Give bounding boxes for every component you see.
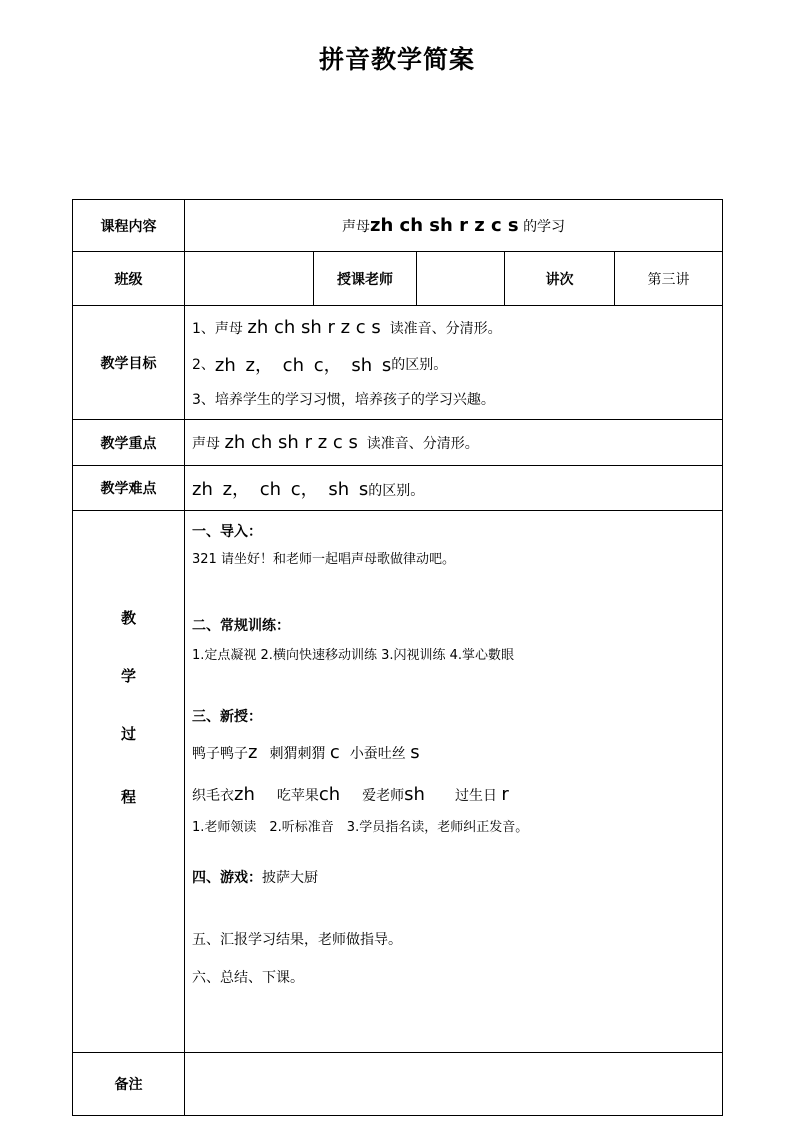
goal-2-suffix: 的区别。 xyxy=(391,356,448,373)
process-label-char: 教 xyxy=(120,609,136,627)
section-6: 六、总结、下课。 xyxy=(192,970,304,986)
course-letters: zh ch sh r z c s xyxy=(369,215,519,236)
new-letter-item xyxy=(350,742,420,763)
new-letter: ch xyxy=(318,783,341,805)
goals-label: 教学目标 xyxy=(73,306,185,420)
session-value: 第三讲 xyxy=(615,252,723,306)
course-label: 课程内容 xyxy=(73,200,185,252)
new-letter-text: 爱老师 xyxy=(362,787,405,804)
course-content xyxy=(185,200,723,252)
section-3-title: 三、新授： xyxy=(192,709,262,725)
process-label-char: 过 xyxy=(120,725,136,743)
process-label-char: 学 xyxy=(120,667,136,685)
notes-label: 备注 xyxy=(73,1053,185,1116)
course-prefix: 声母 xyxy=(341,219,370,235)
goal-2 xyxy=(192,345,722,383)
goals-row xyxy=(73,306,723,420)
new-letter: zh xyxy=(234,783,255,805)
goal-1-prefix: 声母 xyxy=(214,320,243,337)
goal-1-suffix: 读准音、分清形。 xyxy=(389,320,502,337)
section-1-title: 一、导入： xyxy=(192,524,262,540)
difficulty-label: 教学难点 xyxy=(73,466,185,511)
key-points-letters: zh ch sh r z c s xyxy=(224,432,358,453)
goal-1-letters: zh ch sh r z c s xyxy=(247,317,381,338)
section-4-title: 四、游戏： xyxy=(192,870,262,886)
process-label-char: 程 xyxy=(120,788,136,806)
new-letter-item xyxy=(192,784,255,805)
process-label xyxy=(73,511,185,1053)
section-2-title: 二、常规训练： xyxy=(192,618,290,634)
new-letter-text: 织毛衣 xyxy=(192,787,234,804)
goal-2-letters: zh z， ch c， sh s xyxy=(214,354,392,376)
key-points-suffix: 读准音、分清形。 xyxy=(366,436,479,452)
class-label: 班级 xyxy=(73,252,185,306)
new-letter-text: 过生日 xyxy=(454,787,497,804)
difficulty-suffix: 的区别。 xyxy=(368,483,425,499)
goal-3: 3、培养学生的学习习惯，培养孩子的学习兴趣。 xyxy=(192,391,495,408)
goals-content xyxy=(185,306,723,420)
new-letter-text: 吃苹果 xyxy=(276,787,319,804)
new-letter: z xyxy=(248,741,258,763)
course-suffix: 的学习 xyxy=(523,219,566,235)
difficulty-row xyxy=(73,466,723,511)
class-value xyxy=(185,252,314,306)
new-letter-item xyxy=(362,784,425,805)
goal-2-num: 2、 xyxy=(192,356,215,373)
new-letter: s xyxy=(410,741,420,763)
goal-1-num: 1、 xyxy=(192,320,215,337)
new-letters-row-1 xyxy=(192,731,715,773)
teacher-label: 授课老师 xyxy=(314,252,417,306)
page-title: 拼音教学简案 xyxy=(318,45,475,74)
new-letter-text: 刺猬刺猬 xyxy=(269,745,326,762)
goal-1 xyxy=(192,311,722,345)
process-row xyxy=(73,511,723,1053)
section-3-steps: 1.老师领读 2.听标准音 3.学员指名读，老师纠正发音。 xyxy=(192,820,529,835)
session-label: 讲次 xyxy=(505,252,615,306)
key-points-content xyxy=(185,420,723,466)
key-points-row xyxy=(73,420,723,466)
new-letter-item xyxy=(192,742,257,763)
teacher-value xyxy=(417,252,505,306)
class-row xyxy=(73,252,723,306)
key-points-prefix: 声母 xyxy=(192,436,220,452)
new-letter-item xyxy=(277,784,340,805)
section-2-text: 1.定点凝视 2.横向快速移动训练 3.闪视训练 4.掌心數眼 xyxy=(192,648,515,663)
new-letter: r xyxy=(501,783,509,805)
new-letter-item xyxy=(455,784,509,805)
key-points-label: 教学重点 xyxy=(73,420,185,466)
new-letter: sh xyxy=(404,783,425,805)
lesson-plan-table xyxy=(72,199,723,1116)
new-letter: c xyxy=(329,741,340,763)
new-letter-text: 鸭子鸭子 xyxy=(192,745,248,762)
difficulty-content xyxy=(185,466,723,511)
new-letter-text: 小蚕吐丝 xyxy=(349,745,406,762)
notes-value xyxy=(185,1053,723,1116)
section-4 xyxy=(192,865,715,891)
new-letter-item xyxy=(269,742,339,763)
section-4-text: 披萨大厨 xyxy=(262,870,318,886)
process-content xyxy=(185,511,723,1053)
difficulty-letters: zh z， ch c， sh s xyxy=(192,479,369,500)
course-row xyxy=(73,200,723,252)
notes-row xyxy=(73,1053,723,1116)
section-5: 五、汇报学习结果，老师做指导。 xyxy=(192,932,402,948)
new-letters-row-2 xyxy=(192,773,715,815)
section-1-text: 321 请坐好！和老师一起唱声母歌做律动吧。 xyxy=(192,552,455,567)
